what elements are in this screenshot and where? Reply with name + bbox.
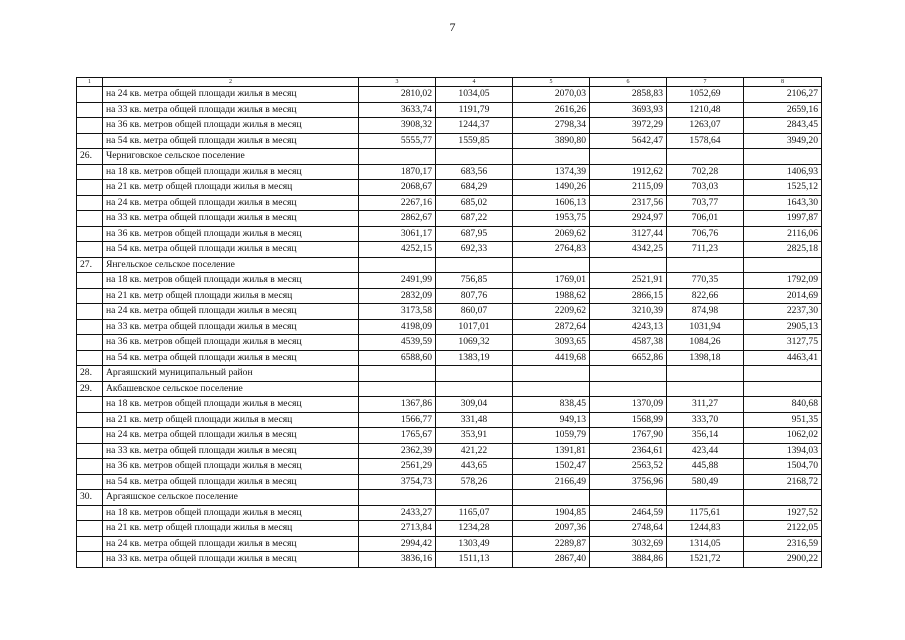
table-row — [77, 195, 822, 211]
value-cell: 2289,87 — [513, 536, 590, 552]
value-cell — [513, 149, 590, 165]
value-cell — [436, 257, 513, 273]
value-cell — [744, 490, 822, 506]
value-cell: 5555,77 — [359, 133, 436, 149]
value-cell: 2561,29 — [359, 459, 436, 475]
value-cell: 1244,37 — [436, 118, 513, 134]
value-cell: 309,04 — [436, 397, 513, 413]
value-cell: 1792,09 — [744, 273, 822, 289]
table-row — [77, 87, 822, 103]
value-cell: 3061,17 — [359, 226, 436, 242]
row-label: на 18 кв. метров общей площади жилья в месяц — [103, 397, 359, 413]
row-label: на 18 кв. метров общей площади жилья в месяц — [103, 273, 359, 289]
value-cell: 423,44 — [667, 443, 744, 459]
value-cell: 2713,84 — [359, 521, 436, 537]
value-cell: 1165,07 — [436, 505, 513, 521]
value-cell: 1370,09 — [590, 397, 667, 413]
row-index — [77, 459, 103, 475]
row-label: на 21 кв. метр общей площади жилья в месяц — [103, 288, 359, 304]
row-index — [77, 412, 103, 428]
section-title: Черниговское сельское поселение — [103, 149, 359, 165]
value-cell: 2764,83 — [513, 242, 590, 258]
value-cell — [513, 381, 590, 397]
table-row — [77, 133, 822, 149]
value-cell: 3210,39 — [590, 304, 667, 320]
row-label: на 18 кв. метров общей площади жилья в месяц — [103, 164, 359, 180]
value-cell: 2115,09 — [590, 180, 667, 196]
row-label: на 54 кв. метра общей площади жилья в месяц — [103, 133, 359, 149]
value-cell: 5642,47 — [590, 133, 667, 149]
value-cell: 333,70 — [667, 412, 744, 428]
value-cell: 1383,19 — [436, 350, 513, 366]
column-number-header: 3 — [359, 78, 436, 87]
value-cell — [359, 490, 436, 506]
row-label: на 21 кв. метр общей площади жилья в месяц — [103, 180, 359, 196]
value-cell: 1069,32 — [436, 335, 513, 351]
tariff-table — [76, 77, 822, 568]
section-row — [77, 381, 822, 397]
section-title: Акбашевское сельское поселение — [103, 381, 359, 397]
value-cell: 4198,09 — [359, 319, 436, 335]
value-cell: 2068,67 — [359, 180, 436, 196]
value-cell: 1578,64 — [667, 133, 744, 149]
value-cell: 703,03 — [667, 180, 744, 196]
table-row — [77, 180, 822, 196]
value-cell: 2521,91 — [590, 273, 667, 289]
section-title: Аргаяшское сельское поселение — [103, 490, 359, 506]
value-cell: 2097,36 — [513, 521, 590, 537]
value-cell: 1767,90 — [590, 428, 667, 444]
table-row — [77, 428, 822, 444]
value-cell: 4463,41 — [744, 350, 822, 366]
value-cell: 1031,94 — [667, 319, 744, 335]
value-cell: 2867,40 — [513, 552, 590, 568]
value-cell: 838,45 — [513, 397, 590, 413]
value-cell: 2106,27 — [744, 87, 822, 103]
value-cell: 2866,15 — [590, 288, 667, 304]
value-cell: 6588,60 — [359, 350, 436, 366]
value-cell: 353,91 — [436, 428, 513, 444]
value-cell: 2168,72 — [744, 474, 822, 490]
section-title: Янгельское сельское поселение — [103, 257, 359, 273]
row-label: на 18 кв. метров общей площади жилья в месяц — [103, 505, 359, 521]
value-cell: 2843,45 — [744, 118, 822, 134]
section-row — [77, 257, 822, 273]
value-cell: 1234,28 — [436, 521, 513, 537]
row-index — [77, 102, 103, 118]
value-cell: 1314,05 — [667, 536, 744, 552]
table-row — [77, 521, 822, 537]
value-cell: 2069,62 — [513, 226, 590, 242]
value-cell: 807,76 — [436, 288, 513, 304]
row-index — [77, 273, 103, 289]
value-cell — [590, 366, 667, 382]
value-cell: 443,65 — [436, 459, 513, 475]
table-row — [77, 536, 822, 552]
value-cell: 1904,85 — [513, 505, 590, 521]
value-cell: 2070,03 — [513, 87, 590, 103]
value-cell — [667, 149, 744, 165]
value-cell: 770,35 — [667, 273, 744, 289]
value-cell: 3972,29 — [590, 118, 667, 134]
value-cell: 874,98 — [667, 304, 744, 320]
value-cell — [359, 149, 436, 165]
value-cell: 3908,32 — [359, 118, 436, 134]
value-cell — [436, 381, 513, 397]
value-cell — [744, 381, 822, 397]
value-cell: 3756,96 — [590, 474, 667, 490]
table-row — [77, 335, 822, 351]
value-cell: 2362,39 — [359, 443, 436, 459]
column-number-header: 8 — [744, 78, 822, 87]
value-cell — [436, 490, 513, 506]
value-cell: 711,23 — [667, 242, 744, 258]
value-cell — [436, 149, 513, 165]
value-cell: 1521,72 — [667, 552, 744, 568]
row-label: на 36 кв. метров общей площади жилья в месяц — [103, 226, 359, 242]
value-cell: 687,22 — [436, 211, 513, 227]
value-cell — [359, 366, 436, 382]
value-cell: 4419,68 — [513, 350, 590, 366]
value-cell: 3093,65 — [513, 335, 590, 351]
column-number-header: 7 — [667, 78, 744, 87]
value-cell: 2122,05 — [744, 521, 822, 537]
value-cell: 2994,42 — [359, 536, 436, 552]
value-cell: 2166,49 — [513, 474, 590, 490]
row-index: 26. — [77, 149, 103, 165]
value-cell: 3693,93 — [590, 102, 667, 118]
value-cell: 949,13 — [513, 412, 590, 428]
value-cell: 687,95 — [436, 226, 513, 242]
row-label: на 33 кв. метра общей площади жилья в месяц — [103, 102, 359, 118]
value-cell: 2209,62 — [513, 304, 590, 320]
value-cell: 2862,67 — [359, 211, 436, 227]
table-row — [77, 319, 822, 335]
table-row — [77, 242, 822, 258]
column-number-header: 6 — [590, 78, 667, 87]
value-cell — [590, 490, 667, 506]
value-cell — [359, 381, 436, 397]
value-cell: 3884,86 — [590, 552, 667, 568]
value-cell: 421,22 — [436, 443, 513, 459]
value-cell: 2905,13 — [744, 319, 822, 335]
table-row — [77, 102, 822, 118]
value-cell: 840,68 — [744, 397, 822, 413]
value-cell: 1504,70 — [744, 459, 822, 475]
value-cell: 3633,74 — [359, 102, 436, 118]
value-cell: 4252,15 — [359, 242, 436, 258]
row-index — [77, 133, 103, 149]
value-cell: 1244,83 — [667, 521, 744, 537]
value-cell: 2433,27 — [359, 505, 436, 521]
value-cell: 2798,34 — [513, 118, 590, 134]
value-cell — [436, 366, 513, 382]
table-row — [77, 505, 822, 521]
value-cell: 1870,17 — [359, 164, 436, 180]
value-cell — [590, 149, 667, 165]
value-cell: 1374,39 — [513, 164, 590, 180]
value-cell — [590, 257, 667, 273]
value-cell: 2364,61 — [590, 443, 667, 459]
value-cell — [744, 366, 822, 382]
value-cell: 2900,22 — [744, 552, 822, 568]
value-cell: 1997,87 — [744, 211, 822, 227]
value-cell: 1490,26 — [513, 180, 590, 196]
value-cell: 3754,73 — [359, 474, 436, 490]
value-cell: 706,76 — [667, 226, 744, 242]
value-cell — [513, 490, 590, 506]
value-cell: 3127,44 — [590, 226, 667, 242]
value-cell: 702,28 — [667, 164, 744, 180]
value-cell: 756,85 — [436, 273, 513, 289]
row-index: 27. — [77, 257, 103, 273]
row-index — [77, 428, 103, 444]
value-cell: 2237,30 — [744, 304, 822, 320]
value-cell: 1034,05 — [436, 87, 513, 103]
value-cell: 1084,26 — [667, 335, 744, 351]
value-cell: 1643,30 — [744, 195, 822, 211]
value-cell: 2872,64 — [513, 319, 590, 335]
value-cell: 822,66 — [667, 288, 744, 304]
value-cell: 580,49 — [667, 474, 744, 490]
value-cell — [744, 257, 822, 273]
value-cell: 2316,59 — [744, 536, 822, 552]
value-cell: 1017,01 — [436, 319, 513, 335]
table-row — [77, 474, 822, 490]
column-number-header: 4 — [436, 78, 513, 87]
table-row — [77, 273, 822, 289]
value-cell: 1303,49 — [436, 536, 513, 552]
value-cell: 1394,03 — [744, 443, 822, 459]
row-index — [77, 474, 103, 490]
value-cell: 445,88 — [667, 459, 744, 475]
value-cell: 2832,09 — [359, 288, 436, 304]
value-cell: 2616,26 — [513, 102, 590, 118]
value-cell: 2924,97 — [590, 211, 667, 227]
row-label: на 36 кв. метров общей площади жилья в месяц — [103, 459, 359, 475]
row-label: на 21 кв. метр общей площади жилья в месяц — [103, 412, 359, 428]
row-index: 30. — [77, 490, 103, 506]
row-label: на 33 кв. метра общей площади жилья в месяц — [103, 443, 359, 459]
value-cell: 311,27 — [667, 397, 744, 413]
value-cell: 1559,85 — [436, 133, 513, 149]
column-number-header: 2 — [103, 78, 359, 87]
value-cell: 4539,59 — [359, 335, 436, 351]
row-index — [77, 335, 103, 351]
row-index: 28. — [77, 366, 103, 382]
value-cell: 951,35 — [744, 412, 822, 428]
value-cell: 1406,93 — [744, 164, 822, 180]
row-index — [77, 397, 103, 413]
value-cell: 1566,77 — [359, 412, 436, 428]
value-cell: 1210,48 — [667, 102, 744, 118]
value-cell: 1927,52 — [744, 505, 822, 521]
value-cell: 2659,16 — [744, 102, 822, 118]
row-index — [77, 319, 103, 335]
value-cell: 1062,02 — [744, 428, 822, 444]
value-cell: 1511,13 — [436, 552, 513, 568]
value-cell — [513, 257, 590, 273]
value-cell: 1191,79 — [436, 102, 513, 118]
value-cell: 1769,01 — [513, 273, 590, 289]
row-index — [77, 521, 103, 537]
column-number-header-row — [77, 78, 822, 87]
value-cell: 4342,25 — [590, 242, 667, 258]
value-cell: 3890,80 — [513, 133, 590, 149]
table-row — [77, 304, 822, 320]
value-cell: 684,29 — [436, 180, 513, 196]
value-cell — [667, 490, 744, 506]
table-row — [77, 397, 822, 413]
table-row — [77, 412, 822, 428]
table-row — [77, 118, 822, 134]
value-cell: 2464,59 — [590, 505, 667, 521]
value-cell: 1052,69 — [667, 87, 744, 103]
value-cell: 703,77 — [667, 195, 744, 211]
row-index — [77, 443, 103, 459]
value-cell: 3949,20 — [744, 133, 822, 149]
row-index — [77, 211, 103, 227]
value-cell: 2267,16 — [359, 195, 436, 211]
value-cell: 1175,61 — [667, 505, 744, 521]
value-cell: 1263,07 — [667, 118, 744, 134]
row-label: на 33 кв. метра общей площади жилья в месяц — [103, 211, 359, 227]
value-cell: 1367,86 — [359, 397, 436, 413]
row-index — [77, 226, 103, 242]
row-index — [77, 164, 103, 180]
value-cell: 683,56 — [436, 164, 513, 180]
value-cell: 1502,47 — [513, 459, 590, 475]
table-row — [77, 226, 822, 242]
value-cell: 3032,69 — [590, 536, 667, 552]
row-label: на 24 кв. метра общей площади жилья в месяц — [103, 428, 359, 444]
value-cell — [667, 257, 744, 273]
value-cell: 1912,62 — [590, 164, 667, 180]
table-row — [77, 288, 822, 304]
value-cell: 578,26 — [436, 474, 513, 490]
table-row — [77, 552, 822, 568]
row-label: на 54 кв. метра общей площади жилья в месяц — [103, 242, 359, 258]
section-row — [77, 490, 822, 506]
value-cell: 2116,06 — [744, 226, 822, 242]
value-cell: 860,07 — [436, 304, 513, 320]
value-cell: 4243,13 — [590, 319, 667, 335]
value-cell: 1568,99 — [590, 412, 667, 428]
row-index — [77, 288, 103, 304]
value-cell: 6652,86 — [590, 350, 667, 366]
value-cell — [667, 366, 744, 382]
row-label: на 36 кв. метров общей площади жилья в месяц — [103, 335, 359, 351]
table-row — [77, 211, 822, 227]
row-label: на 24 кв. метра общей площади жилья в месяц — [103, 536, 359, 552]
value-cell — [513, 366, 590, 382]
value-cell — [359, 257, 436, 273]
value-cell: 2810,02 — [359, 87, 436, 103]
value-cell: 2014,69 — [744, 288, 822, 304]
row-index: 29. — [77, 381, 103, 397]
table-row — [77, 164, 822, 180]
row-index — [77, 180, 103, 196]
value-cell: 2317,56 — [590, 195, 667, 211]
column-number-header: 1 — [77, 78, 103, 87]
section-row — [77, 149, 822, 165]
value-cell: 1606,13 — [513, 195, 590, 211]
value-cell: 2563,52 — [590, 459, 667, 475]
column-number-header: 5 — [513, 78, 590, 87]
section-title: Аргаяшский муниципальный район — [103, 366, 359, 382]
row-label: на 33 кв. метра общей площади жилья в месяц — [103, 552, 359, 568]
value-cell: 2491,99 — [359, 273, 436, 289]
value-cell: 4587,38 — [590, 335, 667, 351]
row-index — [77, 505, 103, 521]
value-cell: 1059,79 — [513, 428, 590, 444]
value-cell: 331,48 — [436, 412, 513, 428]
row-label: на 21 кв. метр общей площади жилья в месяц — [103, 521, 359, 537]
row-index — [77, 242, 103, 258]
section-row — [77, 366, 822, 382]
row-label: на 33 кв. метра общей площади жилья в месяц — [103, 319, 359, 335]
row-index — [77, 304, 103, 320]
row-index — [77, 195, 103, 211]
table-row — [77, 459, 822, 475]
value-cell: 1953,75 — [513, 211, 590, 227]
row-label: на 54 кв. метра общей площади жилья в месяц — [103, 474, 359, 490]
value-cell — [667, 381, 744, 397]
value-cell — [744, 149, 822, 165]
page-number: 7 — [449, 20, 456, 34]
value-cell: 685,02 — [436, 195, 513, 211]
value-cell: 1988,62 — [513, 288, 590, 304]
value-cell: 3127,75 — [744, 335, 822, 351]
value-cell: 3836,16 — [359, 552, 436, 568]
row-index — [77, 87, 103, 103]
value-cell: 706,01 — [667, 211, 744, 227]
row-label: на 24 кв. метра общей площади жилья в месяц — [103, 195, 359, 211]
value-cell: 1398,18 — [667, 350, 744, 366]
row-index — [77, 536, 103, 552]
row-label: на 24 кв. метра общей площади жилья в месяц — [103, 87, 359, 103]
value-cell: 3173,58 — [359, 304, 436, 320]
row-index — [77, 118, 103, 134]
table-row — [77, 443, 822, 459]
value-cell: 2825,18 — [744, 242, 822, 258]
value-cell: 2748,64 — [590, 521, 667, 537]
value-cell — [590, 381, 667, 397]
row-label: на 36 кв. метров общей площади жилья в месяц — [103, 118, 359, 134]
value-cell: 356,14 — [667, 428, 744, 444]
row-label: на 24 кв. метра общей площади жилья в месяц — [103, 304, 359, 320]
table-row — [77, 350, 822, 366]
value-cell: 692,33 — [436, 242, 513, 258]
row-label: на 54 кв. метра общей площади жилья в месяц — [103, 350, 359, 366]
value-cell: 1525,12 — [744, 180, 822, 196]
value-cell: 2858,83 — [590, 87, 667, 103]
value-cell: 1765,67 — [359, 428, 436, 444]
row-index — [77, 350, 103, 366]
row-index — [77, 552, 103, 568]
value-cell: 1391,81 — [513, 443, 590, 459]
